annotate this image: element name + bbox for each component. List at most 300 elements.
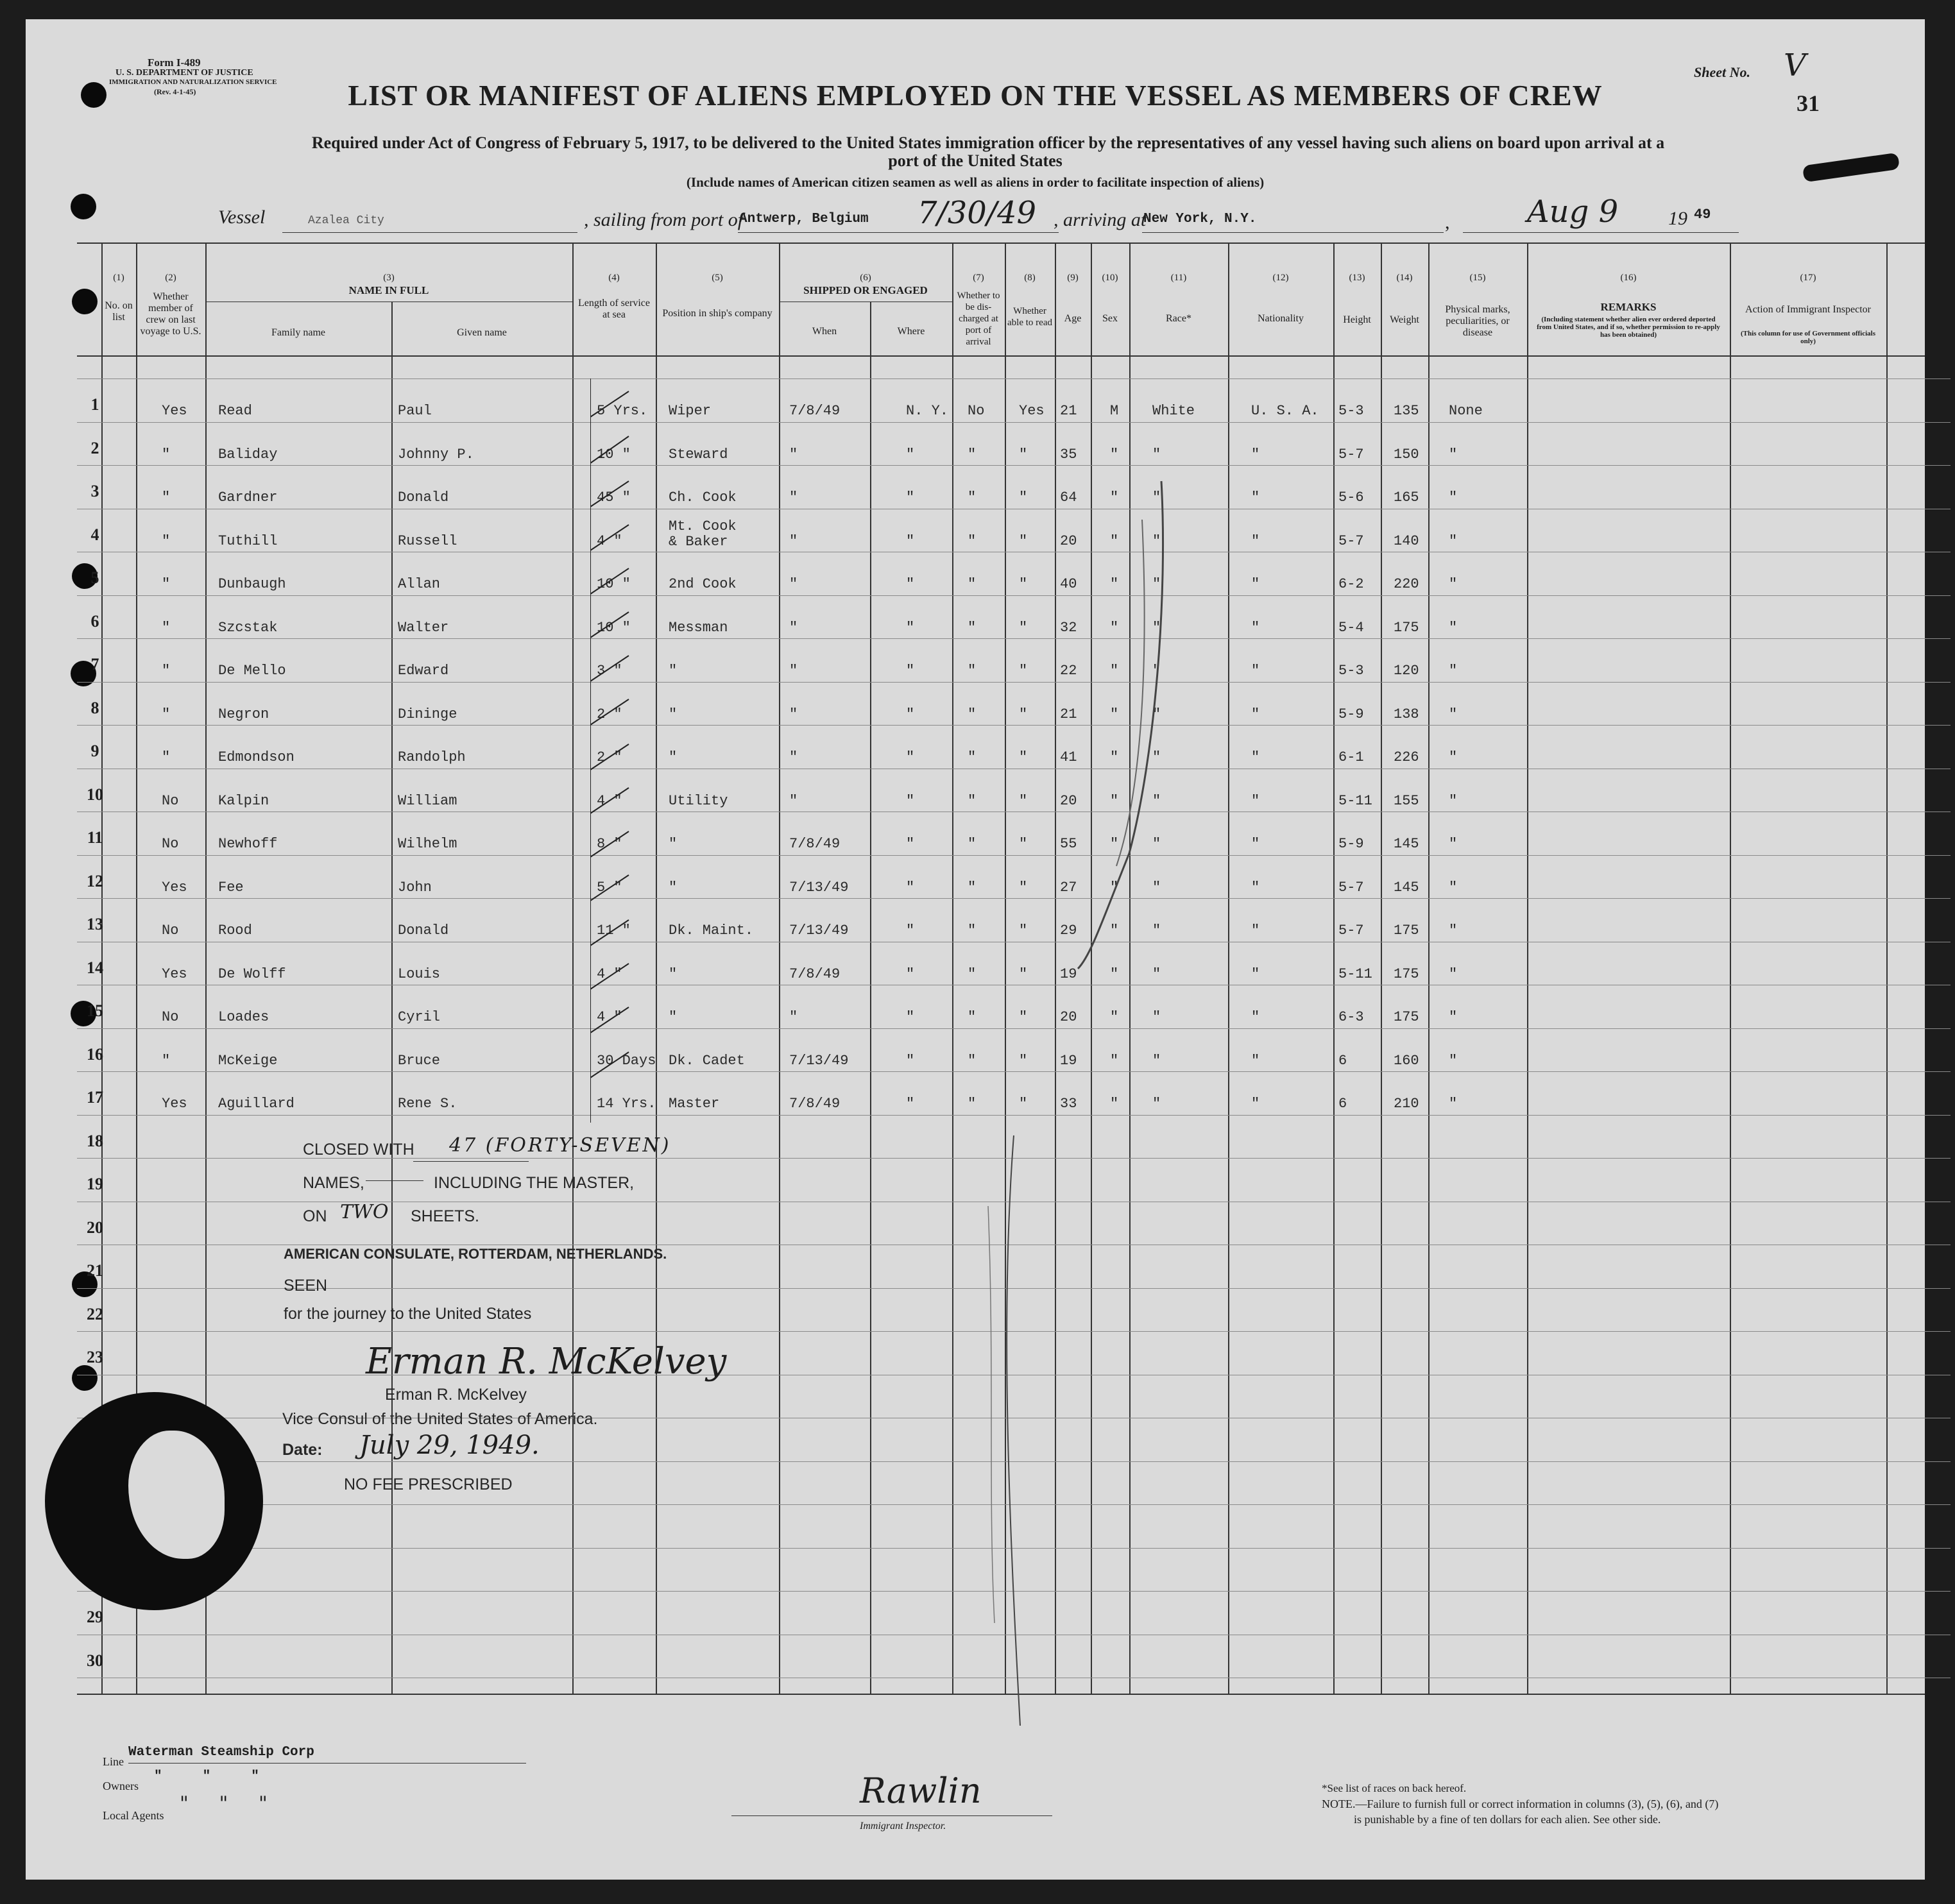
able-to-read: " bbox=[1019, 446, 1028, 463]
row-number: 22 bbox=[87, 1304, 103, 1323]
shipped-where: " bbox=[906, 1096, 915, 1112]
weight: 175 bbox=[1394, 619, 1419, 636]
able-to-read: " bbox=[1019, 1009, 1028, 1025]
position: Utility bbox=[669, 792, 728, 809]
crew-on-last-voyage: No bbox=[162, 792, 179, 809]
manifest-sheet bbox=[26, 19, 1925, 1880]
header-length-of-service: Length of service at sea bbox=[578, 298, 650, 320]
nationality: " bbox=[1251, 1009, 1260, 1025]
discharged: " bbox=[968, 922, 977, 939]
header-height: Height bbox=[1343, 314, 1371, 325]
note-fine-1: NOTE.—Failure to furnish full or correct information in columns (3), (5), (6), and (7) bbox=[1322, 1798, 1719, 1810]
race: " bbox=[1152, 749, 1161, 765]
nationality: " bbox=[1251, 922, 1260, 939]
weight: 140 bbox=[1394, 532, 1419, 549]
discharged: " bbox=[968, 965, 977, 982]
position: Messman bbox=[669, 619, 728, 636]
height: 5-9 bbox=[1338, 706, 1364, 722]
col-number: (7) bbox=[973, 273, 984, 283]
crew-on-last-voyage: Yes bbox=[162, 879, 187, 896]
crew-on-last-voyage: " bbox=[162, 446, 171, 463]
given-name: Edward bbox=[398, 663, 449, 679]
nationality: " bbox=[1251, 1096, 1260, 1112]
discharged: " bbox=[968, 576, 977, 592]
note-races: *See list of races on back hereof. bbox=[1322, 1782, 1467, 1794]
given-name: Donald bbox=[398, 922, 449, 939]
able-to-read: " bbox=[1019, 706, 1028, 722]
col-number: (11) bbox=[1170, 273, 1187, 283]
col-border bbox=[656, 242, 657, 1694]
shipped-when: 7/13/49 bbox=[789, 922, 849, 939]
sheet-label: Sheet No. bbox=[1694, 64, 1750, 80]
crew-on-last-voyage: No bbox=[162, 836, 179, 852]
consul-date: July 29, 1949. bbox=[359, 1431, 540, 1460]
row-number: 7 bbox=[90, 655, 99, 674]
weight: 150 bbox=[1394, 446, 1419, 463]
arrival-year: 49 bbox=[1694, 207, 1711, 223]
sailing-date: 7/30/49 bbox=[918, 195, 1037, 231]
able-to-read: Yes bbox=[1019, 403, 1045, 419]
page-title: LIST OR MANIFEST OF ALIENS EMPLOYED ON THE VESSEL AS MEMBERS OF CREW bbox=[348, 79, 1603, 112]
col-number: (2) bbox=[165, 273, 176, 283]
shipped-when: 7/8/49 bbox=[789, 1096, 841, 1112]
vessel-name: Azalea City bbox=[308, 214, 384, 227]
shipped-when: 7/8/49 bbox=[789, 403, 841, 419]
col-number: (3) bbox=[383, 273, 395, 283]
header-weight: Weight bbox=[1390, 314, 1419, 325]
race: " bbox=[1152, 879, 1161, 896]
position: Dk. Maint. bbox=[669, 922, 754, 939]
crew-on-last-voyage: " bbox=[162, 532, 171, 549]
sex: " bbox=[1110, 836, 1119, 852]
seen-label: SEEN bbox=[284, 1277, 328, 1295]
nationality: " bbox=[1251, 965, 1260, 982]
row-number: 21 bbox=[87, 1261, 103, 1280]
row-number: 13 bbox=[87, 915, 103, 933]
race: " bbox=[1152, 836, 1161, 852]
header-where: Where bbox=[897, 326, 925, 337]
consulate: AMERICAN CONSULATE, ROTTERDAM, NETHERLANDS. bbox=[284, 1246, 667, 1262]
seal-highlight bbox=[128, 1431, 225, 1559]
closed-with-label: CLOSED WITH bbox=[303, 1141, 414, 1159]
race: " bbox=[1152, 576, 1161, 592]
names-label: NAMES, bbox=[303, 1174, 364, 1192]
col-number: (1) bbox=[113, 273, 124, 283]
shipped-where: " bbox=[906, 1009, 915, 1025]
length-of-service: 4 " bbox=[597, 1009, 622, 1025]
race: " bbox=[1152, 663, 1161, 679]
race: " bbox=[1152, 706, 1161, 722]
family-name: Aguillard bbox=[218, 1096, 295, 1112]
note-fine-2: is punishable by a fine of ten dollars for each alien. See other side. bbox=[1354, 1813, 1661, 1826]
sex: " bbox=[1110, 1096, 1119, 1112]
given-name: Allan bbox=[398, 576, 441, 592]
race: " bbox=[1152, 532, 1161, 549]
arriving-underline bbox=[1142, 232, 1444, 233]
height: 5-9 bbox=[1338, 836, 1364, 852]
family-name: Tuthill bbox=[218, 532, 278, 549]
given-name: Randolph bbox=[398, 749, 466, 765]
position: " bbox=[669, 663, 678, 679]
position: " bbox=[669, 1009, 678, 1025]
able-to-read: " bbox=[1019, 922, 1028, 939]
weight: 175 bbox=[1394, 1009, 1419, 1025]
header-race: Race* bbox=[1166, 313, 1191, 324]
race: " bbox=[1152, 1052, 1161, 1069]
col-number: (17) bbox=[1800, 273, 1816, 283]
family-name: Kalpin bbox=[218, 792, 269, 809]
position: Steward bbox=[669, 446, 728, 463]
age: 40 bbox=[1060, 576, 1077, 592]
crew-on-last-voyage: No bbox=[162, 1009, 179, 1025]
nationality: " bbox=[1251, 706, 1260, 722]
given-name: John bbox=[398, 879, 432, 896]
consular-seal bbox=[45, 1392, 263, 1610]
nationality: " bbox=[1251, 576, 1260, 592]
position: Master bbox=[669, 1096, 720, 1112]
shipped-when: " bbox=[789, 749, 798, 765]
form-dept: U. S. DEPARTMENT OF JUSTICE bbox=[115, 68, 253, 78]
age: 22 bbox=[1060, 663, 1077, 679]
family-name: Fee bbox=[218, 879, 244, 896]
weight: 155 bbox=[1394, 792, 1419, 809]
height: 5-4 bbox=[1338, 619, 1364, 636]
col-number: (16) bbox=[1620, 273, 1637, 283]
discharged: " bbox=[968, 619, 977, 636]
age: 33 bbox=[1060, 1096, 1077, 1112]
header-shipped-or-engaged: SHIPPED OR ENGAGED bbox=[803, 284, 928, 296]
discharged: " bbox=[968, 1096, 977, 1112]
age: 20 bbox=[1060, 1009, 1077, 1025]
closed-count: 47 (FORTY-SEVEN) bbox=[449, 1134, 671, 1157]
header-given-name: Given name bbox=[457, 327, 507, 338]
from-underline bbox=[738, 232, 1059, 233]
shipped-where: " bbox=[906, 663, 915, 679]
row-number: 18 bbox=[87, 1131, 103, 1150]
physical-marks: " bbox=[1449, 792, 1458, 809]
sheets-label: SHEETS. bbox=[411, 1207, 479, 1225]
nationality: " bbox=[1251, 879, 1260, 896]
names-dash bbox=[366, 1180, 423, 1181]
age: 27 bbox=[1060, 879, 1077, 896]
shipped-where: " bbox=[906, 489, 915, 506]
col-number: (15) bbox=[1469, 273, 1486, 283]
race: " bbox=[1152, 922, 1161, 939]
able-to-read: " bbox=[1019, 532, 1028, 549]
shipped-when: " bbox=[789, 1009, 798, 1025]
position: " bbox=[669, 836, 678, 852]
age: 20 bbox=[1060, 792, 1077, 809]
weight: 135 bbox=[1394, 403, 1419, 419]
col-border bbox=[779, 242, 780, 1694]
footer-line-rule bbox=[128, 1763, 526, 1764]
given-name: Wilhelm bbox=[398, 836, 457, 852]
header-position: Position in ship's company bbox=[662, 308, 773, 319]
race: " bbox=[1152, 1009, 1161, 1025]
physical-marks: " bbox=[1449, 663, 1458, 679]
sex: " bbox=[1110, 489, 1119, 506]
header-action-inspector: Action of Immigrant Inspector bbox=[1745, 304, 1871, 315]
shipped-where: " bbox=[906, 792, 915, 809]
nationality: " bbox=[1251, 532, 1260, 549]
length-of-service: 2 " bbox=[597, 706, 622, 722]
shipped-where: " bbox=[906, 532, 915, 549]
length-of-service: 10 " bbox=[597, 619, 631, 636]
service-tick-marks bbox=[590, 378, 648, 1148]
consul-signature: Erman R. McKelvey bbox=[366, 1341, 727, 1382]
row-number: 17 bbox=[87, 1088, 103, 1107]
position: " bbox=[669, 706, 678, 722]
shipped-where: " bbox=[906, 1052, 915, 1069]
family-name: Negron bbox=[218, 706, 269, 722]
row-number: 14 bbox=[87, 958, 103, 977]
height: 6-2 bbox=[1338, 576, 1364, 592]
col-number: (9) bbox=[1067, 273, 1079, 283]
sex: " bbox=[1110, 532, 1119, 549]
physical-marks: " bbox=[1449, 879, 1458, 896]
col-number: (8) bbox=[1024, 273, 1036, 283]
crew-on-last-voyage: " bbox=[162, 706, 171, 722]
row-number: 12 bbox=[87, 871, 103, 890]
shipped-where: " bbox=[906, 836, 915, 852]
col-number: (5) bbox=[712, 273, 723, 283]
height: 5-6 bbox=[1338, 489, 1364, 506]
position: Ch. Cook bbox=[669, 489, 737, 506]
col-number: (12) bbox=[1272, 273, 1289, 283]
age: 20 bbox=[1060, 532, 1077, 549]
given-name: Donald bbox=[398, 489, 449, 506]
punch-hole bbox=[71, 194, 96, 219]
weight: 220 bbox=[1394, 576, 1419, 592]
sheets-count: TWO bbox=[340, 1201, 389, 1223]
shipped-when: " bbox=[789, 532, 798, 549]
sex: M bbox=[1110, 403, 1119, 419]
able-to-read: " bbox=[1019, 792, 1028, 809]
col-border bbox=[572, 242, 574, 1694]
discharged: " bbox=[968, 489, 977, 506]
header-bottom-border bbox=[77, 355, 1925, 357]
shipped-where: N. Y. bbox=[906, 403, 949, 419]
header-family-name: Family name bbox=[271, 327, 325, 338]
row-rule bbox=[77, 378, 1951, 379]
col-number: (4) bbox=[608, 273, 620, 283]
able-to-read: " bbox=[1019, 489, 1028, 506]
weight: 120 bbox=[1394, 663, 1419, 679]
sex: " bbox=[1110, 1052, 1119, 1069]
given-name: William bbox=[398, 792, 457, 809]
row-number: 6 bbox=[90, 611, 99, 631]
crew-on-last-voyage: " bbox=[162, 619, 171, 636]
header-when: When bbox=[812, 326, 837, 337]
family-name: Edmondson bbox=[218, 749, 295, 765]
col-border bbox=[1886, 242, 1888, 1694]
row-number: 3 bbox=[90, 482, 99, 500]
shipped-when: 7/13/49 bbox=[789, 1052, 849, 1069]
nationality: " bbox=[1251, 836, 1260, 852]
able-to-read: " bbox=[1019, 663, 1028, 679]
nationality: " bbox=[1251, 619, 1260, 636]
sex: " bbox=[1110, 576, 1119, 592]
shipped-where: " bbox=[906, 749, 915, 765]
discharged: No bbox=[968, 403, 985, 419]
shipped-when: 7/8/49 bbox=[789, 836, 841, 852]
punch-hole bbox=[72, 1365, 98, 1391]
able-to-read: " bbox=[1019, 836, 1028, 852]
vessel-label: Vessel bbox=[218, 207, 266, 228]
row-number: 29 bbox=[87, 1608, 103, 1626]
row-number: 30 bbox=[87, 1651, 103, 1670]
family-name: Dunbaugh bbox=[218, 576, 286, 592]
punch-hole bbox=[72, 289, 98, 314]
shipped-when: 7/13/49 bbox=[789, 879, 849, 896]
col-border bbox=[1730, 242, 1731, 1694]
inspector-label: Immigrant Inspector. bbox=[860, 1821, 946, 1832]
pencil-marks bbox=[950, 468, 1206, 1751]
shipped-where: " bbox=[906, 576, 915, 592]
nationality: " bbox=[1251, 489, 1260, 506]
inspector-rule bbox=[731, 1815, 1052, 1816]
length-of-service: 45 " bbox=[597, 489, 631, 506]
sex: " bbox=[1110, 749, 1119, 765]
discharged: " bbox=[968, 706, 977, 722]
weight: 145 bbox=[1394, 836, 1419, 852]
row-rule bbox=[77, 465, 1951, 466]
shipped-when: " bbox=[789, 489, 798, 506]
crew-on-last-voyage: No bbox=[162, 922, 179, 939]
physical-marks: " bbox=[1449, 922, 1458, 939]
height: 5-3 bbox=[1338, 403, 1364, 419]
col-border bbox=[1527, 242, 1528, 1694]
footer-owners-label: Owners bbox=[103, 1780, 139, 1792]
shipped-where: " bbox=[906, 619, 915, 636]
height: 6-1 bbox=[1338, 749, 1364, 765]
row-number: 15 bbox=[87, 1001, 103, 1020]
inspector-signature: Rawlin bbox=[860, 1771, 982, 1811]
weight: 175 bbox=[1394, 922, 1419, 939]
nationality: " bbox=[1251, 663, 1260, 679]
shipped-when: " bbox=[789, 792, 798, 809]
length-of-service: 14 Yrs. bbox=[597, 1096, 656, 1112]
col-border bbox=[1228, 242, 1229, 1694]
given-name: Bruce bbox=[398, 1052, 441, 1069]
header-able-to-read: Whether able to read bbox=[1007, 306, 1052, 328]
discharged: " bbox=[968, 532, 977, 549]
age: 21 bbox=[1060, 403, 1077, 419]
sex: " bbox=[1110, 922, 1119, 939]
row-number: 23 bbox=[87, 1348, 103, 1366]
race: " bbox=[1152, 446, 1161, 463]
given-name: Paul bbox=[398, 403, 432, 419]
col-border bbox=[1333, 242, 1335, 1694]
col-number: (10) bbox=[1102, 273, 1118, 283]
given-name: Rene S. bbox=[398, 1096, 457, 1112]
crew-on-last-voyage: " bbox=[162, 576, 171, 592]
height: 5-7 bbox=[1338, 532, 1364, 549]
age: 19 bbox=[1060, 965, 1077, 982]
form-revision: (Rev. 4-1-45) bbox=[154, 87, 196, 96]
consul-name: Erman R. McKelvey bbox=[385, 1386, 527, 1404]
shipped-when: " bbox=[789, 576, 798, 592]
position: " bbox=[669, 879, 678, 896]
height: 6 bbox=[1338, 1052, 1347, 1069]
from-port: Antwerp, Belgium bbox=[739, 212, 869, 226]
crew-on-last-voyage: Yes bbox=[162, 403, 187, 419]
header-remarks-sub: (Including statement whether alien ever ordered deported from United States, and if so, whether permission to re-apply has been obtained) bbox=[1537, 316, 1720, 339]
able-to-read: " bbox=[1019, 1096, 1028, 1112]
height: 5-7 bbox=[1338, 446, 1364, 463]
nationality: U. S. A. bbox=[1251, 403, 1319, 419]
header-name-in-full: NAME IN FULL bbox=[348, 284, 429, 296]
sex: " bbox=[1110, 879, 1119, 896]
including-master: INCLUDING THE MASTER, bbox=[434, 1174, 635, 1192]
race: " bbox=[1152, 965, 1161, 982]
header-nationality: Nationality bbox=[1258, 313, 1304, 324]
row-number: 19 bbox=[87, 1175, 103, 1193]
discharged: " bbox=[968, 749, 977, 765]
crew-on-last-voyage: " bbox=[162, 1052, 171, 1069]
able-to-read: " bbox=[1019, 576, 1028, 592]
header-no-on-list: No. on list bbox=[105, 300, 133, 323]
position: 2nd Cook bbox=[669, 576, 737, 592]
physical-marks: " bbox=[1449, 446, 1458, 463]
closed-underline bbox=[413, 1161, 529, 1162]
col-number: (14) bbox=[1396, 273, 1413, 283]
row-number: 4 bbox=[90, 525, 99, 544]
position: Mt. Cook & Baker bbox=[669, 518, 737, 550]
length-of-service: 11 " bbox=[597, 922, 631, 939]
header-age: Age bbox=[1064, 313, 1082, 324]
discharged: " bbox=[968, 663, 977, 679]
header-last-voyage: Whether member of crew on last voyage to U.S. bbox=[140, 291, 201, 337]
journey-label: for the journey to the United States bbox=[284, 1305, 532, 1323]
length-of-service: 10 " bbox=[597, 446, 631, 463]
discharged: " bbox=[968, 879, 977, 896]
length-of-service: 8 " bbox=[597, 836, 622, 852]
physical-marks: " bbox=[1449, 489, 1458, 506]
physical-marks: " bbox=[1449, 1052, 1458, 1069]
col-border bbox=[1428, 242, 1430, 1694]
sex: " bbox=[1110, 663, 1119, 679]
age: 29 bbox=[1060, 922, 1077, 939]
shipped-when: " bbox=[789, 446, 798, 463]
footer-owners: " " " bbox=[154, 1769, 259, 1784]
discharged: " bbox=[968, 446, 977, 463]
given-name: Walter bbox=[398, 619, 449, 636]
shipped-when: " bbox=[789, 663, 798, 679]
weight: 138 bbox=[1394, 706, 1419, 722]
physical-marks: " bbox=[1449, 706, 1458, 722]
row-number: 2 bbox=[90, 438, 99, 457]
length-of-service: 30 Days bbox=[597, 1052, 656, 1069]
date-label: Date: bbox=[282, 1441, 323, 1459]
weight: 175 bbox=[1394, 965, 1419, 982]
physical-marks: " bbox=[1449, 1009, 1458, 1025]
sex: " bbox=[1110, 965, 1119, 982]
crew-on-last-voyage: Yes bbox=[162, 1096, 187, 1112]
arrival-underline bbox=[1463, 232, 1739, 233]
age: 19 bbox=[1060, 1052, 1077, 1069]
row-number: 11 bbox=[87, 828, 103, 847]
position: Dk. Cadet bbox=[669, 1052, 745, 1069]
arriving-label: , arriving at bbox=[1054, 209, 1147, 230]
consul-role: Vice Consul of the United States of America. bbox=[282, 1410, 598, 1428]
height: 5-7 bbox=[1338, 879, 1364, 896]
sheet-number: V bbox=[1784, 47, 1806, 83]
able-to-read: " bbox=[1019, 1052, 1028, 1069]
length-of-service: 10 " bbox=[597, 576, 631, 592]
from-label: , sailing from port of bbox=[584, 209, 744, 230]
shipped-when: " bbox=[789, 619, 798, 636]
